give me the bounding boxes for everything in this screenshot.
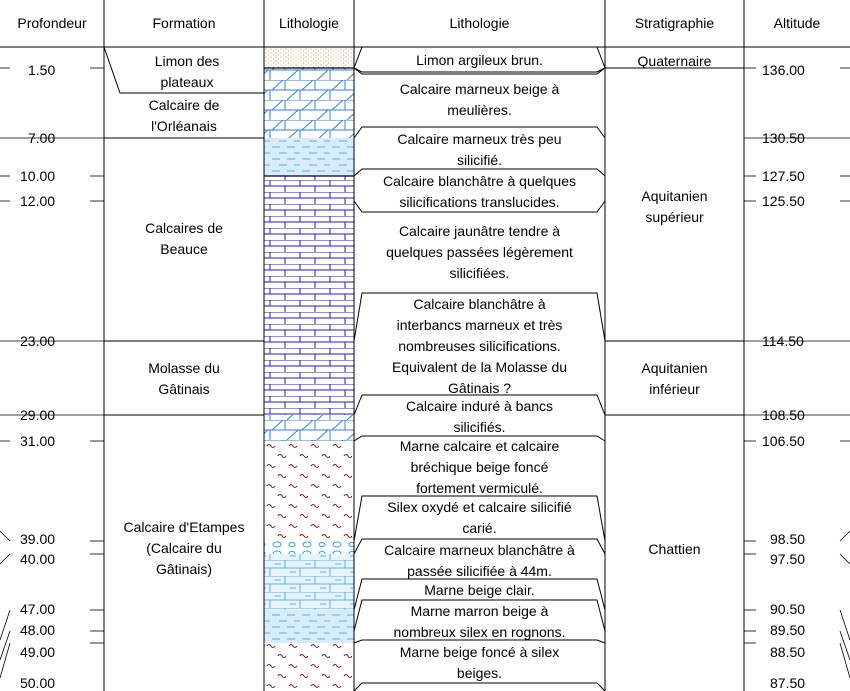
layer-light-marl (264, 610, 354, 631)
layer-silex (264, 541, 354, 554)
layer-marly-limestone-meulieres (264, 68, 354, 138)
depth-label: 39.00 (20, 531, 56, 547)
description-label: Marne calcaire et calcaire bréchique beige foncé fortement vermiculé. (399, 438, 560, 496)
altitude-label: 108.50 (762, 407, 805, 423)
formation-label-molasse: Molasse du Gâtinais (148, 360, 220, 397)
formation-label-beauce: Calcaires de Beauce (145, 220, 223, 257)
header-lithology-description: Lithologie (449, 15, 510, 31)
header-lithology-column: Lithologie (279, 15, 339, 31)
header-depth: Profondeur (17, 15, 87, 31)
depth-label: 50.00 (20, 675, 56, 691)
stratigraphy-label-aquitanien-superieur: Aquitanien supérieur (641, 188, 708, 225)
altitude-label: 114.50 (762, 333, 804, 349)
altitude-label: 87.50 (770, 675, 806, 691)
altitude-label: 97.50 (770, 551, 806, 567)
depth-label: 40.00 (20, 551, 56, 567)
stratigraphy-label-aquitanien-inferieur: Aquitanien inférieur (641, 360, 708, 397)
description-label: Calcaire jaunâtre tendre à quelques passées légèrement silicifiées. (386, 223, 573, 281)
layer-hard-limestone (264, 415, 354, 441)
description-label: Calcaire marneux très peu silicifié. (397, 131, 562, 168)
layer-dark-marl (264, 643, 354, 691)
depth-label: 10.00 (20, 168, 56, 184)
description-label: Calcaire induré à bancs silicifiés. (405, 398, 554, 435)
layer-brown-marl (264, 441, 354, 541)
layer-marly-limestone-light (264, 138, 354, 176)
depth-label: 23.00 (20, 333, 56, 349)
depth-label: 7.00 (28, 130, 56, 146)
layer-light-marl-2 (264, 631, 354, 643)
stratigraphy-label-chattien: Chattien (648, 541, 701, 557)
depth-label: 48.00 (20, 622, 56, 638)
altitude-label: 125.50 (762, 193, 805, 209)
altitude-label: 88.50 (770, 644, 806, 660)
description-label: Limon argileux brun. (416, 52, 543, 68)
description-label: Marne beige foncé à silex beiges. (399, 644, 560, 681)
depth-label: 31.00 (20, 433, 56, 449)
altitude-label: 106.50 (762, 433, 805, 449)
depth-label: 49.00 (20, 644, 56, 660)
depth-ticks (0, 68, 104, 678)
description-label: Calcaire marneux blanchâtre à passée silicifiée à 44m. (384, 542, 575, 579)
header-altitude: Altitude (773, 15, 821, 31)
description-label: Calcaire blanchâtre à quelques silicifications translucides. (382, 173, 576, 210)
description-label: Silex oxydé et calcaire silicifié carié. (387, 499, 572, 536)
formation-label-etampes: Calcaire d'Etampes (Calcaire du Gâtinais) (123, 519, 245, 577)
altitude-label: 98.50 (770, 531, 806, 547)
altitude-label: 127.50 (762, 168, 805, 184)
layer-loam (264, 47, 354, 68)
description-label: Marne marron beige à nombreux silex en rognons. (393, 603, 566, 640)
header-stratigraphy: Stratigraphie (634, 15, 715, 31)
depth-label: 12.00 (20, 193, 56, 209)
depth-label: 47.00 (20, 601, 56, 617)
depth-label: 29.00 (20, 407, 56, 423)
lithology-column (264, 47, 354, 691)
formation-label-orleanais: Calcaire de l'Orléanais (148, 97, 220, 134)
altitude-ticks (744, 68, 850, 678)
formation-label-limon: Limon des plateaux (154, 53, 220, 90)
altitude-label: 130.50 (762, 130, 805, 146)
description-label: Calcaire marneux beige à meulières. (399, 81, 560, 118)
layer-marly-limestone-whitish (264, 554, 354, 610)
altitude-label: 136.00 (762, 62, 805, 78)
altitude-label: 89.50 (770, 622, 806, 638)
altitude-label: 90.50 (770, 601, 806, 617)
description-label: Marne beige clair. (424, 582, 535, 598)
header-formation: Formation (152, 15, 216, 31)
description-label: Calcaire blanchâtre à interbancs marneux et très nombreuses silicifications. Equivalent de la Molasse du Gâtinais ? (391, 296, 568, 396)
depth-label: 1.50 (28, 62, 56, 78)
stratigraphy-label-quaternaire: Quaternaire (637, 53, 712, 69)
layer-limestone-beauce (264, 176, 354, 415)
